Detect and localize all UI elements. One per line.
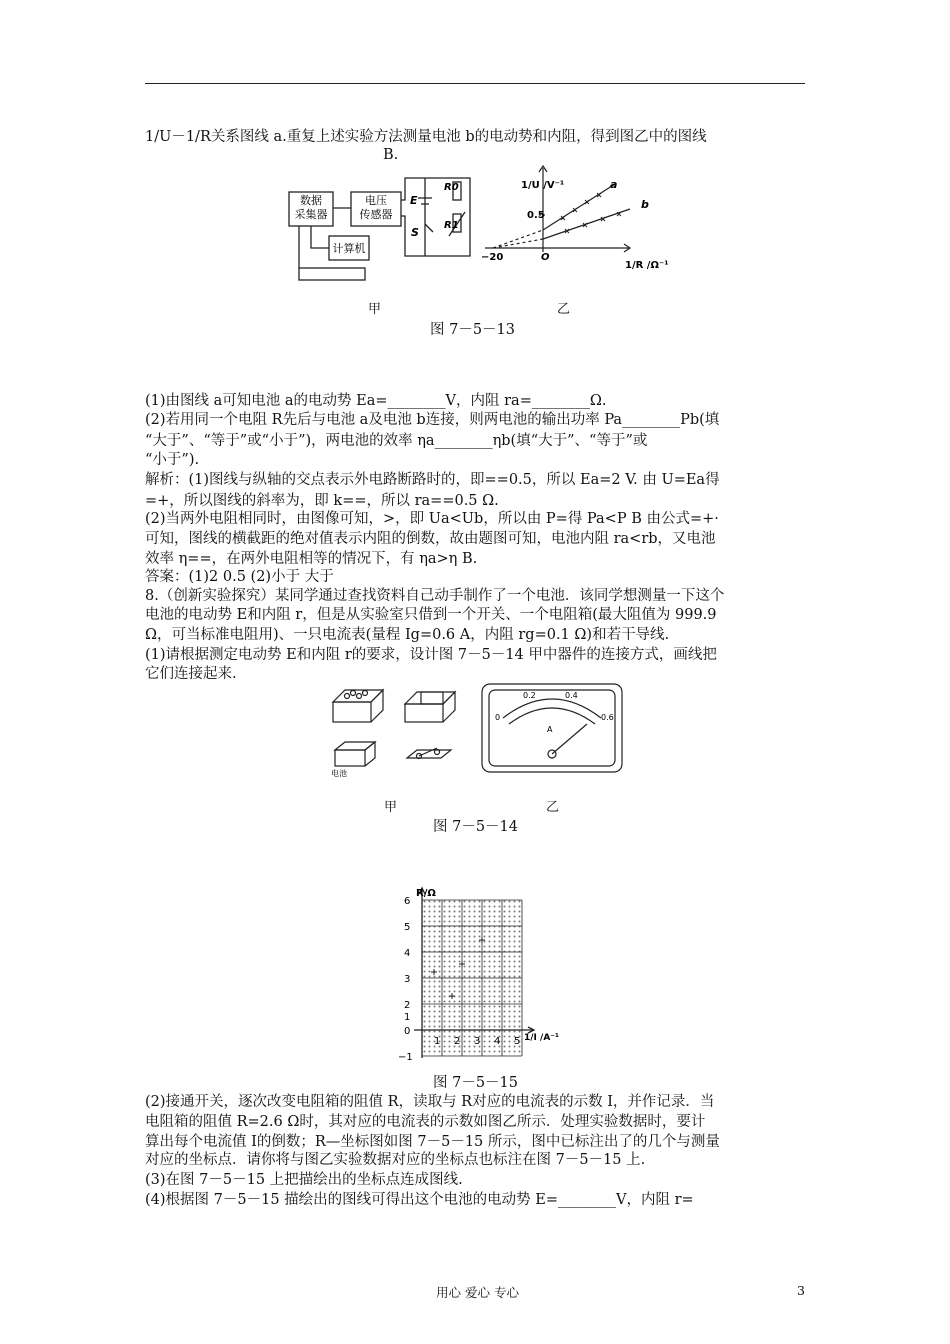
grid-ytick: 0 [404,1026,411,1037]
graph-origin: O [541,252,550,263]
header-rule [145,83,805,84]
sensor-label: 传感器 [359,208,393,221]
answer-line: 答案：(1)2 0.5 (2)小于 大于 [145,569,334,585]
page-number: 3 [797,1283,805,1298]
figure-7-5-13 [285,160,685,320]
figure-label-yi: 乙 [546,800,560,815]
meter-tick: 0.4 [565,691,578,700]
grid-xlabel: 1/I /A⁻¹ [524,1033,559,1043]
line-b-label: b [641,198,649,211]
question-line: (4)根据图 7－5－15 描绘出的图线可得出这个电池的电动势 E=________V，内阻 r= [145,1192,694,1208]
meter-unit: A [547,725,553,734]
question-line: “大于”、“等于”或“小于”)，两电池的效率 ηa________ηb(填“大于”、“等于”或 [145,433,648,449]
graph-xlabel: 1/R /Ω⁻¹ [625,260,669,271]
page-footer: 用心 爱心 专心 [436,1285,519,1300]
grid-xtick: 5 [514,1036,521,1047]
figure-label-yi: 乙 [557,302,571,317]
computer-label: 计算机 [332,242,366,255]
figure-7-5-15 [392,884,562,1064]
grid-ylabel: R/Ω [416,888,436,899]
grid-ytick: 3 [404,974,411,985]
question-line: 算出每个电流值 I的倒数；R—坐标图如图 7－5－15 所示，图中已标注出了的几个与测量 [145,1134,720,1150]
daq-label: 数据 [300,194,322,207]
graph-tick-neg20: −20 [481,252,504,263]
question-line: 电池的电动势 E和内阻 r，但是从实验室只借到一个开关、一个电阻箱(最大阻值为 999.9 [145,607,717,623]
grid-ytick: 6 [404,896,411,907]
text-line: B. [383,147,399,163]
grid-xtick: 4 [494,1036,501,1047]
figure-caption: 图 7－5－15 [433,1075,519,1091]
meter-tick: 0 [495,713,501,722]
question-line: 电阻箱的阻值 R=2.6 Ω时，其对应的电流表的示数如图乙所示．处理实验数据时，要计 [145,1114,706,1130]
r1-label: R1 [444,220,459,231]
question-line: (1)请根据测定电动势 E和内阻 r的要求，设计图 7－5－14 甲中器件的连接方式，画线把 [145,647,717,663]
figure-caption: 图 7－5－13 [430,322,516,338]
question-line: 8.（创新实验探究）某同学通过查找资料自己动手制作了一个电池．该同学想测量一下这个 [145,588,725,604]
meter-tick: 0.2 [523,691,536,700]
solution-line: (2)当两外电阻相同时，由图像可知，>，即 Ua<Ub，所以由 P=得 Pa<P B 由公式=+· [145,511,719,527]
question-line: (3)在图 7－5－15 上把描绘出的坐标点连成图线. [145,1172,463,1188]
r0-label: R0 [444,182,459,193]
question-line: (2)接通开关，逐次改变电阻箱的阻值 R，读取与 R对应的电流表的示数 I，并作记录．当 [145,1094,715,1110]
question-line: (2)若用同一个电阻 R先后与电池 a及电池 b连接，则两电池的输出功率 Pa________Pb(填 [145,412,720,428]
daq-label: 采集器 [294,208,328,221]
solution-line: 可知，图线的横截距的绝对值表示内阻的倒数，故由题图可知，电池内阻 ra<rb，又电池 [145,531,716,547]
grid-ytick: 1 [404,1012,411,1023]
emf-label: E [410,194,418,207]
grid-xtick: 3 [474,1036,481,1047]
graph-tick-05: 0.5 [527,210,545,221]
question-line: “小于”). [145,452,200,468]
meter-tick: 0.6 [601,713,614,722]
grid-xtick: 2 [454,1036,461,1047]
switch-label: S [411,226,419,239]
solution-line: 解析：(1)图线与纵轴的交点表示外电路断路时的，即==0.5，所以 Ea=2 V. 由 U=Ea得 [145,472,720,488]
solution-line: =+，所以图线的斜率为，即 k==，所以 ra==0.5 Ω. [145,493,499,509]
grid-ytick: 4 [404,948,411,959]
grid-ytick: 2 [404,1000,411,1011]
grid-xtick: 1 [434,1036,441,1047]
grid-ytick: 5 [404,922,411,933]
question-line: (1)由图线 a可知电池 a的电动势 Ea=________V，内阻 ra=________Ω. [145,393,607,409]
line-a-label: a [610,178,618,191]
question-line: Ω，可当标准电阻用)、一只电流表(量程 Ig=0.6 A，内阻 rg=0.1 Ω)和若干导线. [145,627,670,643]
question-line: 对应的坐标点．请你将与图乙实验数据对应的坐标点也标注在图 7－5－15 上. [145,1152,646,1168]
figure-label-jia: 甲 [368,302,382,317]
text-line: 1/U－1/R关系图线 a.重复上述实验方法测量电池 b的电动势和内阻，得到图乙中的图线 [145,129,707,145]
battery-label: 电池 [331,769,347,778]
solution-line: 效率 η==，在两外电阻相等的情况下，有 ηa>η B. [145,551,478,567]
figure-label-jia: 甲 [384,800,398,815]
figure-caption: 图 7－5－14 [433,819,519,835]
graph-ylabel: 1/U /V⁻¹ [521,180,565,191]
question-line: 它们连接起来. [145,666,237,682]
sensor-label: 电压 [365,194,387,207]
figure-7-5-14 [325,680,635,780]
grid-ytick: −1 [398,1052,413,1063]
